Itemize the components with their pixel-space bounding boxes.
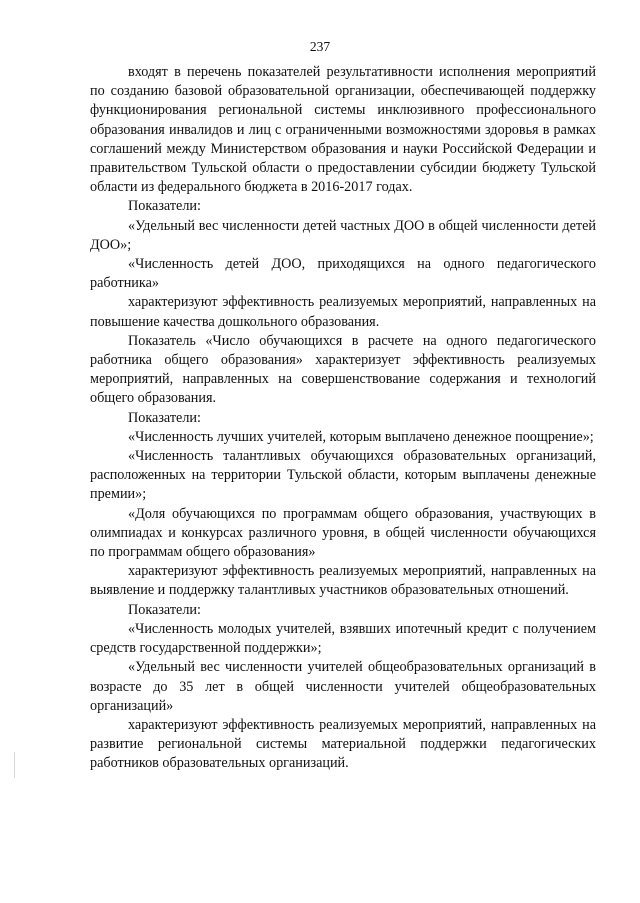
paragraph-indicator-students-per-teacher: Показатель «Число обучающихся в расчете на одного педагогического работника общего образования» характеризует эффективность реализуемых мероприятий, направленных на совершенствование содержания и технологий общего образования. [90, 332, 596, 407]
paragraph-effectiveness-material-support: характеризуют эффективность реализуемых мероприятий, направленных на развитие региональной системы материальной поддержки педагогических работников образовательных организаций. [90, 716, 596, 772]
paragraph-indicator-olympiad-share: «Доля обучающихся по программам общего образования, участвующих в олимпиадах и конкурсах различного уровня, в общей численности обучающихся по программам общего образования» [90, 505, 596, 561]
paragraph-indicator-talented-students: «Численность талантливых обучающихся образовательных организаций, расположенных на территории Тульской области, которым выплачены денежные премии»; [90, 448, 596, 503]
paragraph-indicators-heading: Показатели: [128, 601, 201, 618]
paragraph-indicator-private-preschool-share: «Удельный вес численности детей частных ДОО в общей численности детей ДОО»; [90, 217, 596, 253]
paragraph-indicators-heading: Показатели: [128, 198, 201, 215]
scan-edge-mark [14, 752, 15, 778]
paragraph-indicator-best-teachers: «Численность лучших учителей, которым выплачено денежное поощрение»; [128, 428, 594, 445]
paragraph-indicators-inclusion: входят в перечень показателей результативности исполнения мероприятий по созданию базовой образовательной организации, обеспечивающей поддержку функционирования региональной системы инклюзивного профессионального образования инвалидов и лиц с ограниченными возможностями здоровья в рамках соглашений между Министерством образования и науки Российской Федерации и правительством Тульской области о предоставлении субсидии бюджету Тульской области из федерального бюджета в 2016-2017 годах. [90, 64, 596, 196]
paragraph-indicators-heading: Показатели: [128, 409, 201, 426]
document-body [90, 63, 596, 774]
paragraph-indicator-children-per-teacher: «Численность детей ДОО, приходящихся на одного педагогического работника» [90, 256, 596, 292]
page-number: 237 [309, 39, 331, 54]
paragraph-effectiveness-talent-support: характеризуют эффективность реализуемых мероприятий, направленных на выявление и поддержку талантливых участников образовательных отношений. [90, 563, 596, 599]
paragraph-effectiveness-preschool: характеризуют эффективность реализуемых мероприятий, направленных на повышение качества дошкольного образования. [90, 294, 596, 330]
paragraph-indicator-young-teachers-share: «Удельный вес численности учителей общеобразовательных организаций в возрасте до 35 лет в общей численности учителей общеобразовательных организаций» [90, 659, 596, 714]
paragraph-indicator-young-teachers-mortgage: «Численность молодых учителей, взявших ипотечный кредит с получением средств государственной поддержки»; [90, 620, 596, 657]
